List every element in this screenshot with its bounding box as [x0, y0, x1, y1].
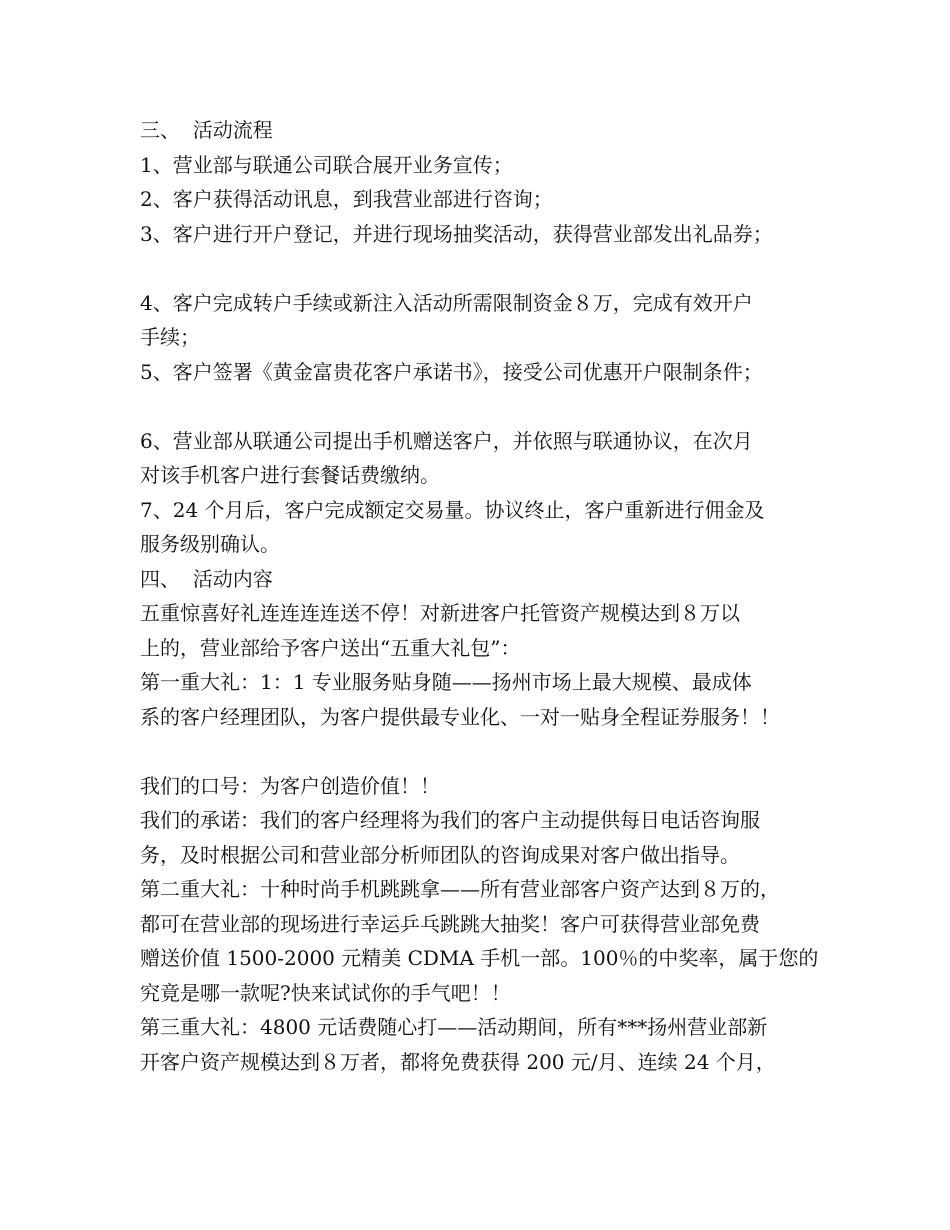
paragraph-line: 我们的承诺：我们的客户经理将为我们的客户主动提供每日电话咨询服	[140, 808, 760, 832]
paragraph-line: 7、24 个月后，客户完成额定交易量。协议终止，客户重新进行佣金及	[140, 497, 765, 522]
paragraph-line: 五重惊喜好礼连连连连送不停！对新进客户托管资产规模达到８万以	[140, 601, 740, 625]
paragraph-line: 手续；	[140, 325, 200, 349]
paragraph-line: 第三重大礼：4800 元话费随心打——活动期间，所有***扬州营业部新	[140, 1015, 768, 1039]
blank-line	[140, 734, 830, 769]
blank-line	[140, 389, 830, 424]
paragraph-line: 务，及时根据公司和营业部分析师团队的咨询成果对客户做出指导。	[140, 842, 740, 867]
paragraph-line: 1、营业部与联通公司联合展开业务宣传；	[140, 152, 513, 177]
paragraph-line: 我们的口号：为客户创造价值！！	[140, 773, 440, 798]
section-heading-activity-process: 三、 活动流程	[140, 118, 273, 142]
paragraph-line: 第一重大礼：1：1 专业服务贴身随——扬州市场上最大规模、最成体	[140, 670, 752, 694]
paragraph-line: 对该手机客户进行套餐话费缴纳。	[140, 463, 440, 487]
paragraph-line: 都可在营业部的现场进行幸运乒乓跳跳大抽奖！客户可获得营业部免费	[140, 911, 760, 936]
paragraph-line: 服务级别确认。	[140, 532, 280, 556]
section-heading-activity-content: 四、 活动内容	[140, 566, 273, 591]
blank-line	[140, 251, 830, 286]
paragraph-line: 4、客户完成转户手续或新注入活动所需限制资金８万，完成有效开户	[140, 290, 753, 315]
paragraph-line: 上的，营业部给予客户送出“五重大礼包”：	[140, 635, 521, 660]
paragraph-line: 究竟是哪一款呢?快来试试你的手气吧！！	[140, 980, 511, 1005]
paragraph-line: 6、营业部从联通公司提出手机赠送客户，并依照与联通协议，在次月	[140, 428, 753, 453]
paragraph-line: 开客户资产规模达到８万者，都将免费获得 200 元/月、连续 24 个月，	[140, 1049, 776, 1074]
paragraph-line: 2、客户获得活动讯息，到我营业部进行咨询；	[140, 187, 553, 211]
document-body	[140, 113, 830, 1079]
paragraph-line: 5、客户签署《黄金富贵花客户承诺书》，接受公司优惠开户限制条件；	[140, 359, 763, 384]
paragraph-line: 赠送价值 1500-2000 元精美 CDMA 手机一部。100％的中奖率，属于您的	[140, 946, 819, 970]
paragraph-line: 系的客户经理团队，为客户提供最专业化、一对一贴身全程证券服务！！	[140, 704, 780, 729]
paragraph-line: 3、客户进行开户登记，并进行现场抽奖活动，获得营业部发出礼品券；	[140, 221, 773, 246]
paragraph-line: 第二重大礼：十种时尚手机跳跳拿——所有营业部客户资产达到８万的，	[140, 877, 780, 901]
